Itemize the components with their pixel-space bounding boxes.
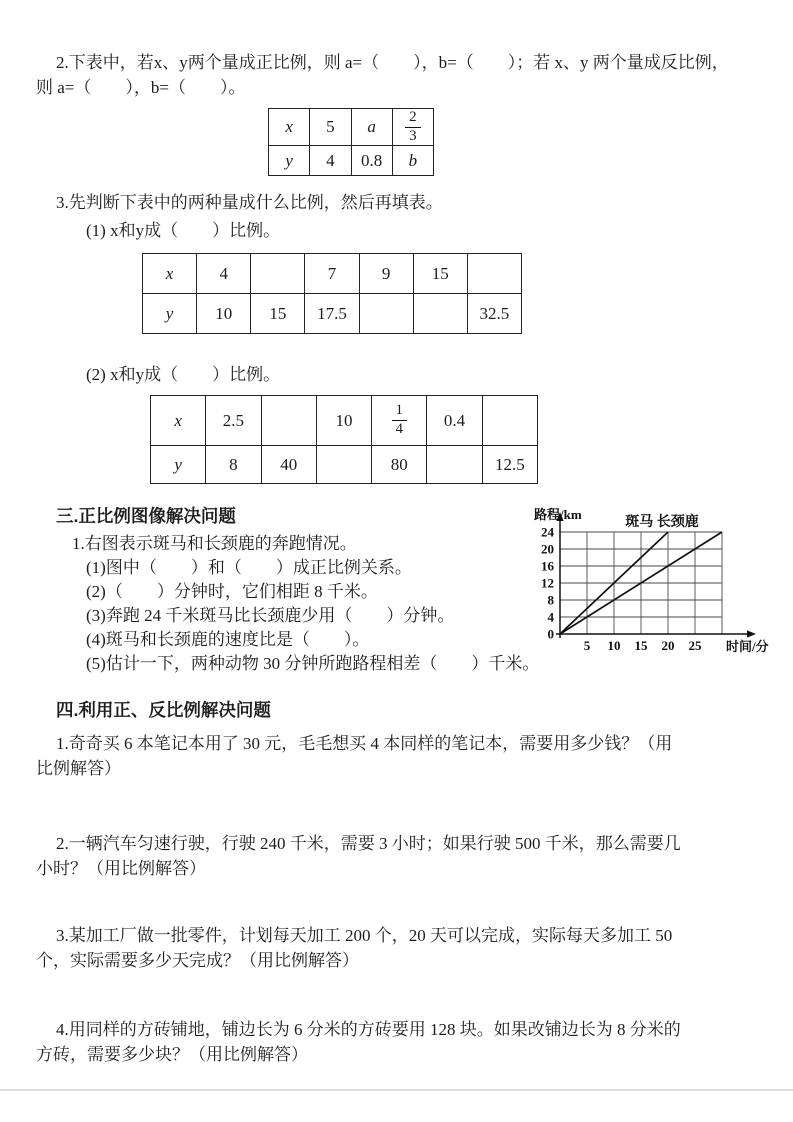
table-cell xyxy=(261,396,316,446)
table-cell: x xyxy=(151,396,206,446)
table-row xyxy=(151,396,538,446)
y-axis-label: 路程/km xyxy=(534,507,582,522)
y-tick-label: 12 xyxy=(541,575,554,591)
y-tick-label: 24 xyxy=(541,524,554,540)
x-tick-label: 25 xyxy=(688,638,702,653)
table-cell: 4 xyxy=(310,146,351,176)
section-3-item-1: (1)图中（ ）和（ ）成正比例关系。 xyxy=(86,558,412,577)
table-cell: 15 xyxy=(413,254,467,294)
question-3-title: 3.先判断下表中的两种量成什么比例，然后再填表。 xyxy=(56,193,443,212)
problem-text-line1: 3.某加工厂做一批零件，计划每天加工 200 个，20 天可以完成，实际每天多加工 50 xyxy=(56,926,673,945)
line-chart-svg xyxy=(520,506,782,670)
table-cell: 40 xyxy=(261,446,316,484)
table-row xyxy=(269,146,434,176)
section-4-heading: 四.利用正、反比例解决问题 xyxy=(56,700,271,720)
table-row xyxy=(151,446,538,484)
table-cell: b xyxy=(392,146,433,176)
x-axis-label: 时间/分 xyxy=(726,639,769,654)
table-cell: 80 xyxy=(372,446,427,484)
table-cell: 8 xyxy=(206,446,261,484)
problem-text-line2: 比例解答） xyxy=(36,759,121,778)
table-cell xyxy=(359,294,413,334)
x-tick-label: 10 xyxy=(607,638,621,653)
table-cell: 0.4 xyxy=(427,396,482,446)
problem-text-line2: 方砖，需要多少块？（用比例解答） xyxy=(36,1045,308,1064)
x-tick-label: 20 xyxy=(661,638,675,653)
table-cell: 4 xyxy=(197,254,251,294)
section-3-intro: 1.右图表示斑马和长颈鹿的奔跑情况。 xyxy=(72,534,357,553)
section-3-item-3: (3)奔跑 24 千米斑马比长颈鹿少用（ ）分钟。 xyxy=(86,606,455,625)
question-3-table1 xyxy=(142,253,522,334)
section-3-item-2: (2)（ ）分钟时，它们相距 8 千米。 xyxy=(86,582,378,601)
table-cell xyxy=(467,254,521,294)
table-cell: y xyxy=(143,294,197,334)
problem-text-line2: 个，实际需要多少天完成？（用比例解答） xyxy=(36,951,359,970)
table-row xyxy=(269,109,434,146)
table-cell: 7 xyxy=(305,254,359,294)
table-cell: 10 xyxy=(316,396,371,446)
table-cell xyxy=(427,446,482,484)
section-3-heading: 三.正比例图像解决问题 xyxy=(56,506,236,526)
section-4-problem-2 xyxy=(36,831,763,881)
question-3-part2-label: (2) x和y成（ ）比例。 xyxy=(86,365,281,384)
table-cell: 2.5 xyxy=(206,396,261,446)
table-cell: 10 xyxy=(197,294,251,334)
table-cell xyxy=(413,294,467,334)
table-cell xyxy=(392,109,433,146)
table-cell xyxy=(316,446,371,484)
table-cell xyxy=(372,396,427,446)
y-tick-label: 20 xyxy=(541,541,554,557)
y-tick-label: 8 xyxy=(547,592,554,608)
question-3-table2 xyxy=(150,395,538,484)
table-cell: 15 xyxy=(251,294,305,334)
x-tick-label: 15 xyxy=(634,638,648,653)
table-row xyxy=(143,294,522,334)
y-tick-label: 0 xyxy=(547,626,554,642)
problem-text-line1: 4.用同样的方砖铺地，铺边长为 6 分米的方砖要用 128 块。如果改铺边长为 8 分米的 xyxy=(56,1020,681,1039)
table-cell: a xyxy=(351,109,392,146)
problem-text-line1: 1.奇奇买 6 本笔记本用了 30 元，毛毛想买 4 本同样的笔记本，需要用多少钱？（用 xyxy=(56,734,673,753)
question-2-line2: 则 a=（ ），b=（ ）。 xyxy=(36,78,246,97)
running-distance-chart xyxy=(520,506,782,670)
chart-legend: 斑马 长颈鹿 xyxy=(625,515,699,530)
table-cell: 17.5 xyxy=(305,294,359,334)
table-cell: 32.5 xyxy=(467,294,521,334)
section-4-problem-4 xyxy=(36,1017,763,1067)
table-cell: y xyxy=(151,446,206,484)
section-3-item-4: (4)斑马和长颈鹿的速度比是（ ）。 xyxy=(86,630,370,649)
y-tick-label: 16 xyxy=(541,558,554,574)
table-cell: 0.8 xyxy=(351,146,392,176)
section-4-problem-1 xyxy=(36,731,763,781)
page-bottom-divider xyxy=(0,1089,793,1091)
section-3-item-5: (5)估计一下，两种动物 30 分钟所跑路程相差（ ）千米。 xyxy=(86,654,540,673)
problem-text-line2: 小时？（用比例解答） xyxy=(36,859,206,878)
table-cell: 12.5 xyxy=(482,446,537,484)
table-cell xyxy=(482,396,537,446)
table-cell: x xyxy=(269,109,310,146)
table-cell: y xyxy=(269,146,310,176)
table-row xyxy=(143,254,522,294)
table-cell: x xyxy=(143,254,197,294)
section-4-problem-3 xyxy=(36,923,763,973)
question-2-line1: 2.下表中，若x、y两个量成正比例，则 a=（ ），b=（ ）；若 x、y 两个量成反比例， xyxy=(56,53,729,72)
table-cell: 5 xyxy=(310,109,351,146)
problem-text-line1: 2.一辆汽车匀速行驶，行驶 240 千米，需要 3 小时；如果行驶 500 千米，那么需要几 xyxy=(56,834,681,853)
table-cell xyxy=(251,254,305,294)
question-2-table xyxy=(268,108,434,176)
x-tick-label: 5 xyxy=(583,638,591,653)
question-3-part1-label: (1) x和y成（ ）比例。 xyxy=(86,221,281,240)
fraction-value: $\frac{2}{3}$ xyxy=(405,110,421,145)
table-cell: 9 xyxy=(359,254,413,294)
fraction-value: $\frac{1}{4}$ xyxy=(392,403,408,438)
y-tick-label: 4 xyxy=(547,609,554,625)
